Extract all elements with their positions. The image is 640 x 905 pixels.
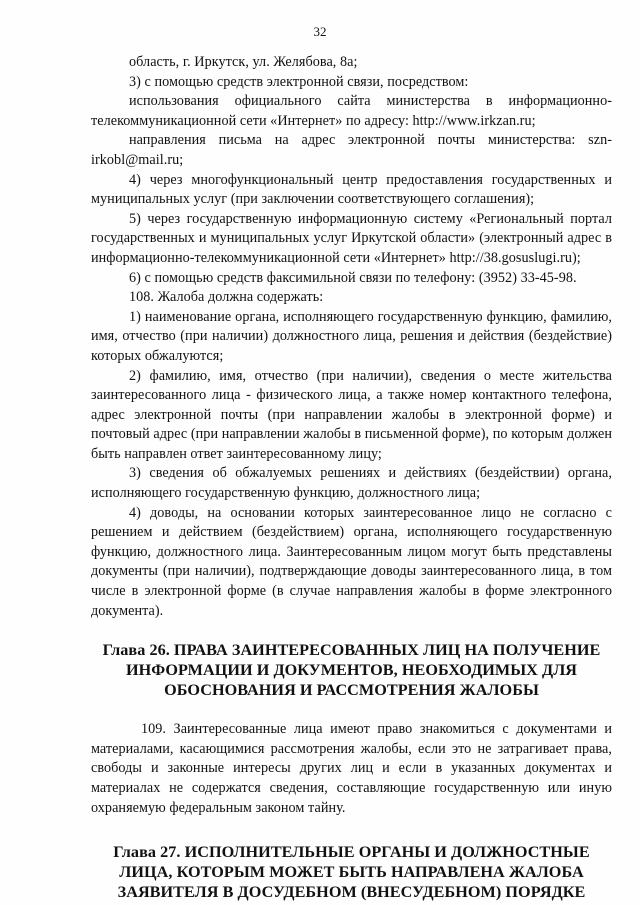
paragraph-item-5-portal: 5) через государственную информационную систему «Региональный портал государственных и муниципальных услуг Иркутской области» (электронный адрес в информационно-телекоммуникационной сети «Интернет» http://38.gosuslugi.ru); xyxy=(91,210,612,266)
paragraph-109: 109. Заинтересованные лица имеют право знакомиться с документами и материалами, касающимися рассмотрения жалобы, если это не затрагивает права, свободы и законные интересы других лиц и если в указанных документах и материалах не содержатся сведения, составляющие государственную или иную охраняемую федеральным законом тайну. xyxy=(91,721,612,816)
paragraph-address-continuation: область, г. Иркутск, ул. Желябова, 8а; xyxy=(129,54,358,70)
paragraph-108-heading: 108. Жалоба должна содержать: xyxy=(129,289,324,306)
paragraph-item-4-mfc: 4) через многофункциональный центр предоставления государственных и муниципальных услуг (при заключении соответствующего соглашения); xyxy=(91,171,612,208)
paragraph-item-3-electronic: 3) с помощью средств электронной связи, посредством: xyxy=(129,73,469,90)
paragraph-item-6-fax: 6) с помощью средств факсимильной связи по телефону: (3952) 33-45-98. xyxy=(129,269,577,286)
paragraph-108-item-1: 1) наименование органа, исполняющего государственную функцию, фамилию, имя, отчество (при наличии) должностного лица, решения и действия (бездействие) которых обжалуются; xyxy=(91,308,612,364)
paragraph-108-item-4: 4) доводы, на основании которых заинтересованное лицо не согласно с решением и действием (бездействием) органа, исполняющего государственную функцию, должностного лица. Заинтересованным лицом могут быть представлены документы (при наличии), подтверждающие доводы заинтересованного лица, в том числе в электронной форме (в случае направления жалобы в форме электронного документа). xyxy=(91,504,612,619)
document-body xyxy=(91,53,612,902)
paragraph-email: направления письма на адрес электронной почты министерства: szn-irkobl@mail.ru; xyxy=(91,132,612,168)
paragraph-108-item-3: 3) сведения об обжалуемых решениях и действиях (бездействии) органа, исполняющего государственную функцию, должностного лица; xyxy=(91,465,612,502)
page-number: 32 xyxy=(313,24,327,39)
paragraph-108-item-2: 2) фамилию, имя, отчество (при наличии), сведения о месте жительства заинтересованного лица - физического лица, а также номер контактного телефона, адрес электронной почты (при направлении жалобы в электронной форме) и почтовый адрес (при направлении жалобы в письменной форме), по которым должен быть направлен ответ заинтересованному лицу; xyxy=(91,367,612,462)
chapter-27-heading: Глава 27. ИСПОЛНИТЕЛЬНЫЕ ОРГАНЫ И ДОЛЖНОСТНЫЕ ЛИЦА, КОТОРЫМ МОЖЕТ БЫТЬ НАПРАВЛЕНА ЖАЛОБА ЗАЯВИТЕЛЯ В ДОСУДЕБНОМ (ВНЕСУДЕБНОМ) ПОРЯДКЕ xyxy=(113,843,590,902)
chapter-26-heading: Глава 26. ПРАВА ЗАИНТЕРЕСОВАННЫХ ЛИЦ НА ПОЛУЧЕНИЕ ИНФОРМАЦИИ И ДОКУМЕНТОВ, НЕОБХОДИМЫХ ДЛЯ ОБОСНОВАНИЯ И РАССМОТРЕНИЯ ЖАЛОБЫ xyxy=(102,641,601,700)
paragraph-official-site: использования официального сайта министерства в информационно-телекоммуникационной сети «Интернет» по адресу: http://www.irkzan.ru; xyxy=(91,93,612,129)
